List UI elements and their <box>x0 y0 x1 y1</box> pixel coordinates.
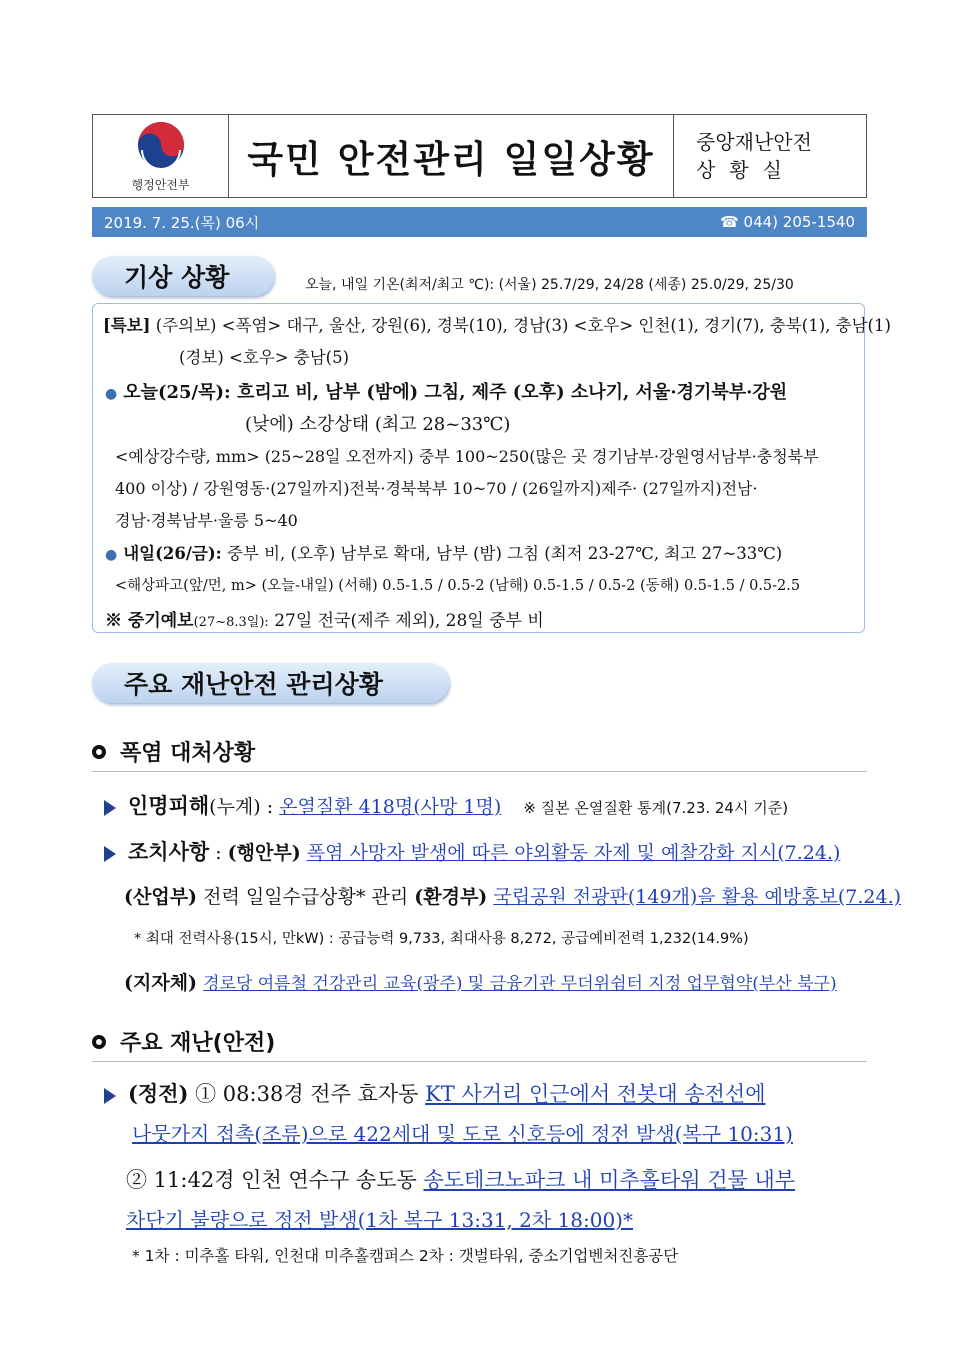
motie-label: (산업부) <box>124 886 198 908</box>
today-label: 오늘(25/목): <box>123 382 231 403</box>
today-forecast-line-2: (낮에) 소강상태 (최고 28~33℃) <box>245 414 511 435</box>
date-bar <box>92 207 867 237</box>
measures-item <box>104 836 840 866</box>
disaster-section-heading: 주요 재난안전 관리상황 <box>92 663 449 703</box>
triangle-bullet-icon <box>104 1088 116 1104</box>
circle-bullet-icon <box>92 1035 106 1049</box>
divider <box>92 1061 867 1062</box>
local-gov-item <box>124 968 837 995</box>
outage-2-prefix: ② 11:42경 인천 연수구 송도동 <box>126 1168 424 1192</box>
special-warning-line-1 <box>103 312 891 336</box>
rainfall-line-1: <예상강수량, mm> (25~28일 오전까지) 중부 100~250(많은 곳 경기남부·강원영서남부·충청북부 <box>115 447 819 466</box>
special-warning-line-2: (경보) <호우> 충남(5) <box>179 348 350 367</box>
outage-2-link-b[interactable]: 차단기 불량으로 정전 발생(1차 복구 13:31, 2차 18:00)* <box>126 1208 633 1232</box>
wave-height-line: <해상파고(앞/먼, m> (오늘-내일) (서해) 0.5-1.5 / 0.5-2 (남해) 0.5-1.5 / 0.5-2 (동해) 0.5-1.5 / 0.5-2.5 <box>115 578 801 594</box>
tomorrow-label: 내일(26/금): <box>123 544 222 563</box>
outage-item-1-line-1 <box>104 1078 765 1108</box>
divider <box>92 771 867 772</box>
today-forecast-line-1 <box>105 378 787 404</box>
bullet-icon: ● <box>105 386 118 402</box>
me-label: (환경부) <box>414 886 488 908</box>
taegeuk-logo-icon <box>136 120 186 170</box>
report-date: 2019. 7. 25.(목) 06시 <box>104 213 260 232</box>
casualty-item <box>104 790 788 820</box>
outage-1-link-a[interactable]: KT 사거리 인근에서 전봇대 송전선에 <box>425 1082 766 1106</box>
special-warning-text: (주의보) <폭염> 대구, 울산, 강원(6), 경북(10), 경남(3) <호우> 인천(1), 경기(7), 충북(1), 충남(1) <box>150 316 891 335</box>
heatwave-subheading-text: 폭염 대처상황 <box>120 741 256 766</box>
weather-section-heading: 기상 상황 <box>92 256 274 296</box>
ministry-logo <box>93 115 229 197</box>
tomorrow-text: 중부 비, (오후) 남부로 확대, 남부 (밤) 그침 (최저 23-27℃, 최고 27~33℃) <box>221 544 783 563</box>
triangle-bullet-icon <box>104 846 116 862</box>
power-note: * 최대 전력사용(15시, 만kW) : 공급능력 9,733, 최대사용 8,272, 공급예비전력 1,232(14.9%) <box>134 931 749 947</box>
mois-link[interactable]: 폭염 사망자 발생에 따른 야외활동 자제 및 예찰강화 지시(7.24.) <box>306 842 841 864</box>
motie-item <box>124 882 901 909</box>
issuing-office <box>674 115 866 197</box>
casualty-sub: (누계) : <box>209 796 280 818</box>
bullet-icon: ● <box>105 547 118 563</box>
outage-item-2-line-2 <box>126 1204 633 1233</box>
midterm-period: (27~8.3일): <box>193 615 269 630</box>
document-title: 국민 안전관리 일일상황 <box>229 115 674 197</box>
outage-1-prefix: ① 08:38경 전주 효자동 <box>188 1082 426 1106</box>
local-link[interactable]: 경로당 여름철 건강관리 교육(광주) 및 금융기관 무더위쉼터 지정 업무협약(부산 북구) <box>203 974 837 994</box>
temperature-summary: 오늘, 내일 기온(최저/최고 ℃): (서울) 25.7/29, 24/28 (세종) 25.0/29, 25/30 <box>305 277 794 293</box>
motie-text: 전력 일일수급상황* 관리 <box>197 886 415 908</box>
triangle-bullet-icon <box>104 800 116 816</box>
heatwave-subheading <box>92 736 255 767</box>
outage-2-link-a[interactable]: 송도테크노파크 내 미추홀타워 건물 내부 <box>423 1168 796 1192</box>
contact-phone: ☎ 044) 205-1540 <box>720 213 855 231</box>
office-line-2: 상황실 <box>696 158 796 182</box>
me-link[interactable]: 국립공원 전광판(149개)을 활용 예방홍보(7.24.) <box>493 886 902 908</box>
tomorrow-forecast-line <box>105 540 782 564</box>
casualty-label: 인명피해 <box>128 793 210 818</box>
rainfall-line-3: 경남·경북남부·울릉 5~40 <box>115 511 298 530</box>
office-line-1: 중앙재난안전 <box>696 130 812 154</box>
local-label: (지자체) <box>124 972 198 994</box>
special-warning-label: [특보] <box>103 316 151 335</box>
casualty-note: ※ 질본 온열질환 통계(7.23. 24시 기준) <box>523 799 789 817</box>
mois-label: (행안부) <box>227 842 301 864</box>
outage-item-2-line-1 <box>126 1164 795 1194</box>
outage-1-link-b[interactable]: 나뭇가지 접촉(조류)으로 422세대 및 도로 신호등에 정전 발생(복구 10:31) <box>132 1122 793 1146</box>
today-text: 흐리고 비, 남부 (밤에) 그침, 제주 (오후) 소나기, 서울·경기북부·강원 <box>230 382 788 403</box>
weather-box <box>92 303 891 633</box>
midterm-forecast-line <box>105 606 544 631</box>
midterm-label: ※ 중기예보 <box>105 611 194 631</box>
rainfall-line-2: 400 이상) / 강원영동·(27일까지)전북·경북북부 10~70 / (26일까지)제주· (27일까지)전남· <box>115 479 758 498</box>
midterm-text: 27일 전국(제주 제외), 28일 중부 비 <box>268 611 544 631</box>
outage-footnote: * 1차 : 미추홀 타워, 인천대 미추홀캠퍼스 2차 : 갯벌타워, 중소기업벤처진흥공단 <box>132 1247 679 1265</box>
disaster-subheading <box>92 1026 275 1057</box>
circle-bullet-icon <box>92 745 106 759</box>
casualty-link[interactable]: 온열질환 418명(사망 1명) <box>279 796 502 818</box>
outage-label: (정전) <box>128 1081 189 1106</box>
measures-label: 조치사항 <box>128 839 210 864</box>
disaster-subheading-text: 주요 재난(안전) <box>120 1031 276 1056</box>
outage-item-1-line-2 <box>132 1118 793 1147</box>
document-header <box>92 114 867 198</box>
measures-sep: : <box>209 842 228 864</box>
ministry-name: 행정안전부 <box>131 177 190 192</box>
